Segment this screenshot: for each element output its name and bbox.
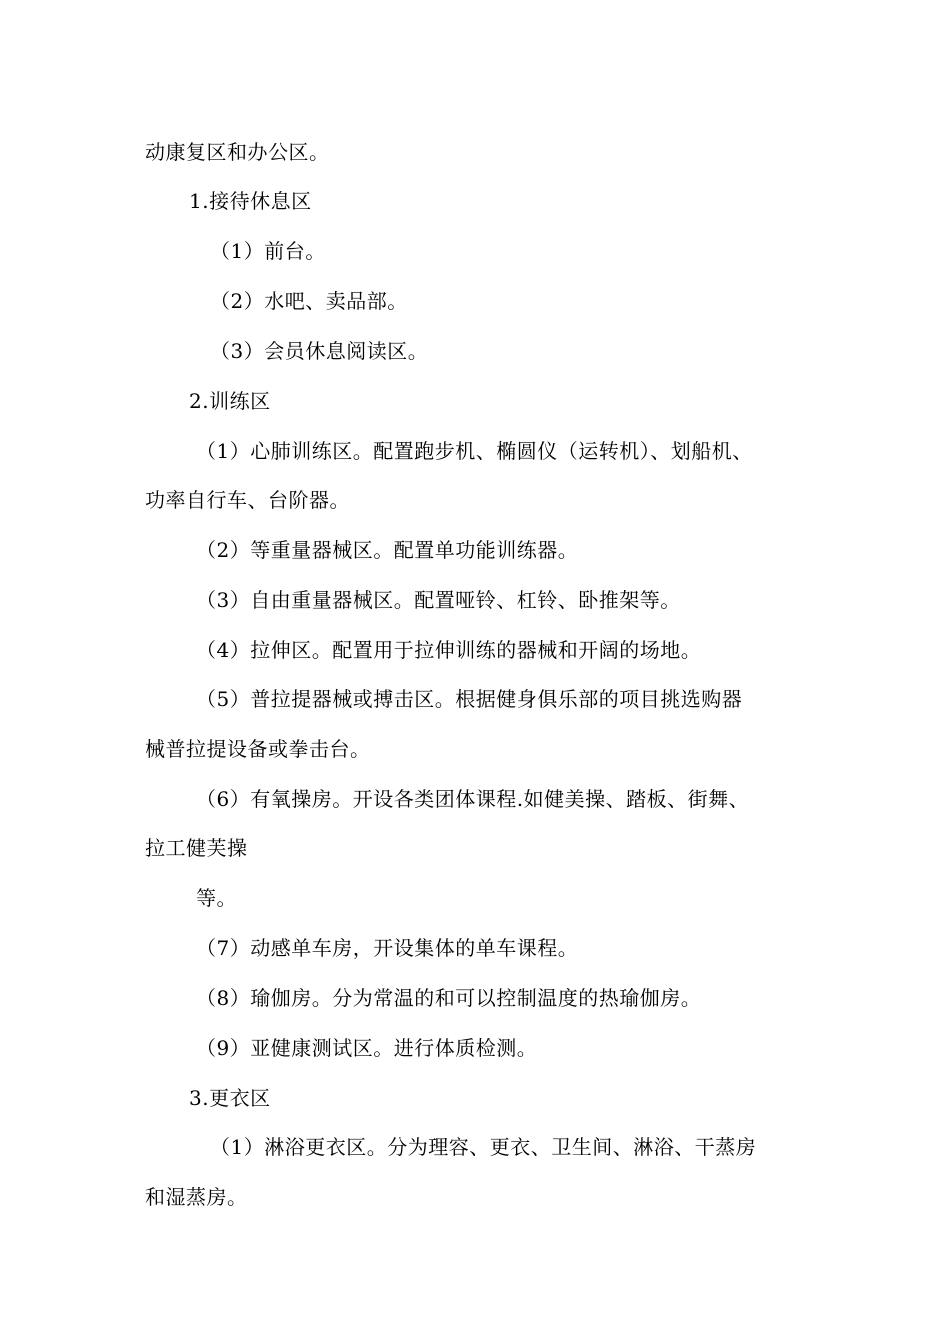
item-shower-locker-cont: 和湿蒸房。 (145, 1185, 248, 1209)
item-health-test-area: （9）亚健康测试区。进行体质检测。 (196, 1036, 538, 1060)
item-aerobics-room: （6）有氧操房。开设各类团体课程.如健美操、踏板、街舞、 (196, 787, 750, 811)
item-front-desk: （1）前台。 (210, 239, 326, 263)
text-line-continuation: 动康复区和办公区。 (145, 140, 330, 164)
item-cardio-area-cont: 功率自行车、台阶器。 (145, 488, 350, 512)
heading-locker-area: 3.更衣区 (189, 1086, 271, 1110)
item-spinning-room: （7）动感单车房，开设集体的单车课程。 (196, 936, 579, 960)
item-stretching-area: （4）拉伸区。配置用于拉伸训练的器械和开阔的场地。 (196, 638, 702, 662)
item-pilates-combat-cont: 械普拉提设备或拳击台。 (145, 737, 371, 761)
item-aerobics-room-cont: 拉工健芙操 (145, 836, 248, 860)
item-water-bar: （2）水吧、卖品部。 (210, 289, 408, 313)
item-aerobics-room-end: 等。 (196, 886, 237, 910)
item-pilates-combat: （5）普拉提器械或搏击区。根据健身俱乐部的项目挑选购器 (196, 687, 743, 711)
item-yoga-room: （8）瑜伽房。分为常温的和可以控制温度的热瑜伽房。 (196, 986, 702, 1010)
item-member-lounge: （3）会员休息阅读区。 (210, 339, 429, 363)
item-free-weights: （3）自由重量器械区。配置哑铃、杠铃、卧推架等。 (196, 588, 681, 612)
item-shower-locker: （1）淋浴更衣区。分为理容、更衣、卫生间、淋浴、干蒸房 (210, 1135, 757, 1159)
item-cardio-area: （1）心肺训练区。配置跑步机、椭圆仪（运转机）、划船机、 (196, 439, 753, 463)
heading-reception-rest-area: 1.接待休息区 (189, 189, 312, 213)
item-machine-weights: （2）等重量器械区。配置单功能训练器。 (196, 538, 579, 562)
heading-training-area: 2.训练区 (189, 389, 271, 413)
